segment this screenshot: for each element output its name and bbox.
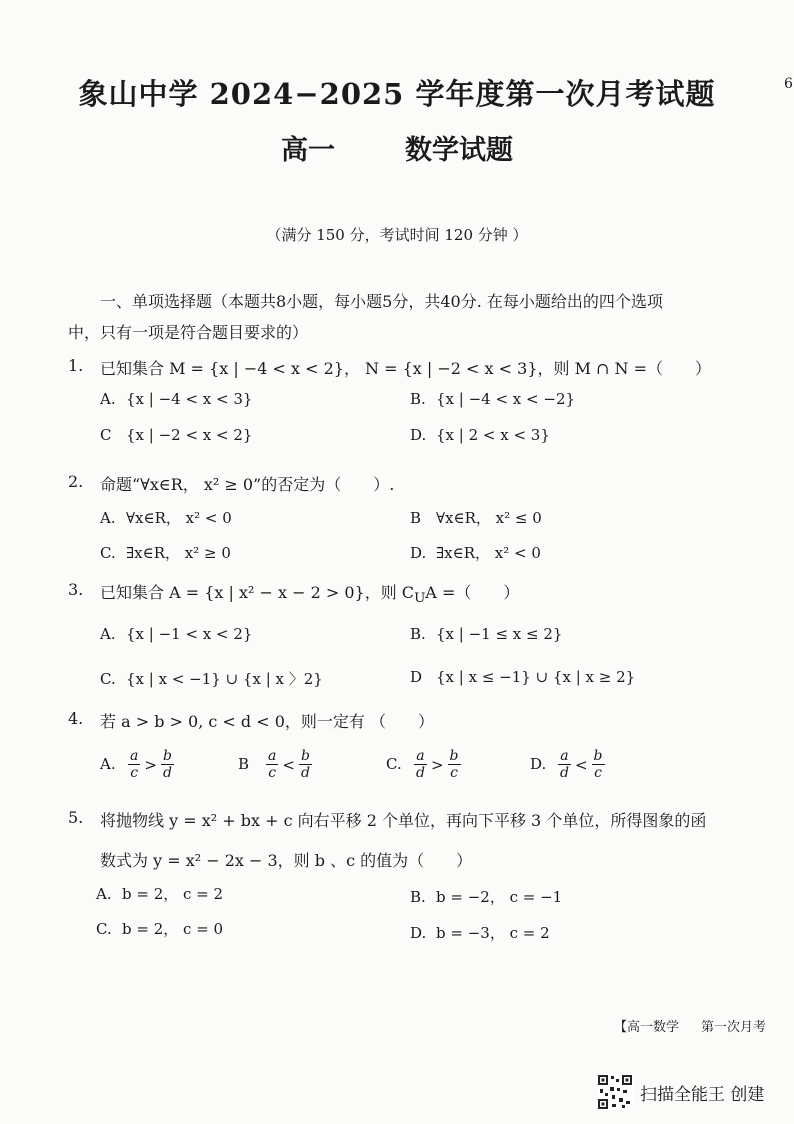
grade-label: 高一 [281, 135, 335, 166]
option-label: B [238, 754, 250, 773]
inequality-sign: < [282, 755, 295, 774]
option-label: A. [100, 390, 116, 408]
option-label: D. [530, 754, 547, 773]
edge-mark: 6 [784, 76, 793, 92]
scanner-watermark: 扫描全能王 创建 [640, 1085, 765, 1105]
section-heading-line-1: 一、单项选择题（本题共8小题，每小题5分，共40分. 在每小题给出的四个选项 [100, 292, 663, 311]
option-text: ∀x∈R， x² ≤ 0 [436, 509, 542, 527]
fraction-left [266, 748, 278, 781]
denominator: c [130, 765, 139, 781]
option-text: {x | 2 < x < 3} [436, 426, 550, 444]
option-text: {x | x < −1} ∪ {x | x 〉2} [126, 670, 323, 688]
numerator: a [416, 748, 425, 764]
numerator: b [162, 748, 172, 764]
exam-title: 象山中学 2024−2025 学年度第一次月考试题 [78, 77, 716, 111]
section-heading [68, 286, 708, 348]
option-label: B. [410, 625, 426, 643]
question-text-main: 已知集合 A = {x | x² − x − 2 > 0}，则 C [100, 583, 415, 602]
q3-option-d [410, 668, 635, 686]
inequality-sign: < [574, 755, 588, 774]
option-label: D [410, 668, 423, 686]
denominator: d [300, 765, 310, 781]
option-label: A. [100, 754, 116, 773]
q1-option-c [100, 426, 252, 444]
denominator: c [594, 765, 602, 781]
q2-option-c [100, 542, 231, 563]
inequality-sign: > [430, 755, 444, 774]
q5-option-b [410, 886, 562, 907]
option-label: D. [410, 544, 427, 562]
complement-subscript: U [414, 591, 426, 607]
option-label: B. [410, 390, 426, 408]
numerator: b [449, 748, 459, 764]
exam-note: （满分 150 分，考试时间 120 分钟 ） [266, 226, 528, 244]
option-text: {x | −1 ≤ x ≤ 2} [436, 625, 563, 643]
option-text: {x | −2 < x < 2} [126, 426, 253, 444]
option-label: B [410, 509, 422, 527]
option-text: ∀x∈R， x² < 0 [126, 509, 232, 527]
option-text: {x | x ≤ −1} ∪ {x | x ≥ 2} [436, 668, 636, 686]
fraction-left [128, 748, 140, 781]
qr-code-icon [597, 1074, 633, 1110]
option-text: {x | −4 < x < 3} [126, 390, 253, 408]
numerator: b [300, 748, 310, 764]
denominator: d [560, 765, 569, 781]
denominator: c [268, 765, 277, 781]
option-text: b = 2， c = 0 [122, 920, 224, 938]
q4-option-a [100, 748, 176, 781]
q3-option-c [100, 668, 323, 689]
fraction-right [448, 748, 461, 781]
question-text [100, 580, 519, 606]
q1-option-a [100, 390, 252, 408]
option-text: ∃x∈R， x² < 0 [436, 544, 541, 562]
option-text: b = −3， c = 2 [436, 924, 550, 942]
option-label: D. [410, 426, 427, 444]
fraction-right [161, 748, 174, 781]
question-text: 已知集合 M = {x | −4 < x < 2}， N = {x | −2 < x < 3}，则 M ∩ N =（ ） [100, 359, 712, 378]
option-label: C. [96, 920, 112, 938]
numerator: b [593, 748, 603, 764]
option-label: A. [96, 885, 112, 903]
footer-right: 第一次月考 [701, 1020, 767, 1035]
q2-option-b [410, 507, 542, 528]
q3-option-a [100, 625, 252, 643]
question-text-end: A =（ ） [425, 583, 520, 602]
numerator: a [130, 748, 139, 764]
question-text: 命题“∀x∈R， x² ≥ 0”的否定为（ ）. [100, 475, 395, 494]
q5-option-a [96, 883, 223, 904]
footer-left: 【高一数学 [614, 1020, 680, 1035]
question-text: 若 a > b > 0, c < d < 0，则一定有 （ ） [100, 712, 435, 731]
option-label: B. [410, 888, 426, 906]
option-text: {x | −4 < x < −2} [436, 390, 576, 408]
q3-option-b [410, 625, 562, 643]
section-heading-line-2: 中，只有一项是符合题目要求的） [68, 323, 309, 342]
option-label: C. [100, 670, 116, 688]
denominator: d [416, 765, 425, 781]
q5-option-d [410, 922, 550, 943]
option-label: D. [410, 924, 427, 942]
q4-option-b [238, 748, 314, 781]
question-text-line-2: 数式为 y = x² − 2x − 3，则 b 、c 的值为（ ） [100, 851, 473, 870]
question-number: 2. [68, 472, 84, 491]
option-label: C. [386, 754, 402, 773]
question-number: 4. [68, 709, 84, 728]
option-text: {x | −1 < x < 2} [126, 625, 253, 643]
option-text: b = 2， c = 2 [122, 885, 224, 903]
subject-label: 数学试题 [405, 135, 513, 166]
option-label: A. [100, 509, 116, 527]
q1-option-d [410, 426, 550, 444]
q5-option-c [96, 918, 223, 939]
question-number: 5. [68, 808, 84, 827]
option-label: A. [100, 625, 116, 643]
q4-option-d [530, 748, 607, 781]
q1-option-b [410, 390, 575, 408]
q4-option-c [386, 748, 463, 781]
option-text: b = −2， c = −1 [436, 888, 563, 906]
denominator: c [450, 765, 458, 781]
q2-option-d [410, 542, 541, 563]
option-label: C. [100, 544, 116, 562]
fraction-right [299, 748, 312, 781]
exam-subtitle [0, 128, 794, 167]
fraction-right [592, 748, 605, 781]
numerator: a [268, 748, 277, 764]
page-footer [614, 1016, 766, 1035]
inequality-sign: > [144, 755, 157, 774]
fraction-left [558, 748, 571, 781]
numerator: a [560, 748, 569, 764]
question-number: 1. [68, 356, 84, 375]
option-label: C [100, 426, 112, 444]
question-number: 3. [68, 580, 84, 599]
denominator: d [162, 765, 172, 781]
question-text: 将抛物线 y = x² + bx + c 向右平移 2 个单位，再向下平移 3 个单位，所得图象的函 [100, 811, 707, 830]
option-text: ∃x∈R， x² ≥ 0 [126, 544, 231, 562]
q2-option-a [100, 507, 232, 528]
fraction-left [414, 748, 427, 781]
